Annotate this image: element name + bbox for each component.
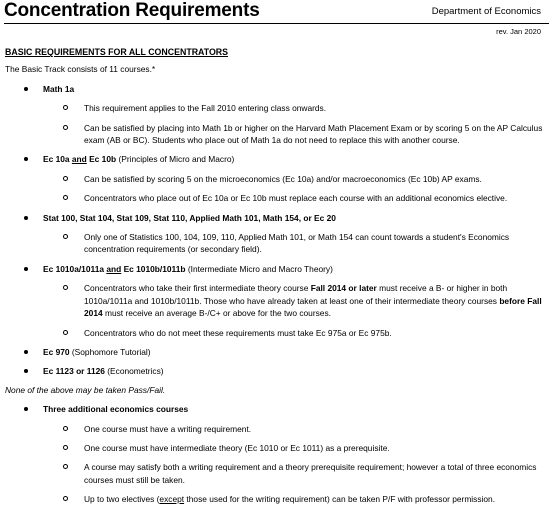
sub-item-text: Concentrators who do not meet these requirements must take Ec 975a or Ec 975b.: [84, 327, 392, 338]
requirement-desc: (Principles of Micro and Macro): [118, 154, 235, 165]
requirement-title: Ec 1010b/1011b: [123, 263, 186, 274]
sub-item-text: A course may satisfy both a writing requirement and a theory prerequisite requirement; however a total of three economics courses must still be taken.: [84, 462, 537, 485]
requirement-electives: [5, 403, 550, 415]
sub-item-text: [84, 494, 495, 504]
sub-item: [5, 442, 550, 454]
hollow-bullet-icon: [63, 176, 68, 181]
text-run: must receive a B- or higher in both 1010a/1011a and 1010b/1011b. Those who have already taken at least one of their intermediate theory courses: [84, 283, 508, 306]
sub-item: [5, 231, 550, 256]
sub-item-text: Concentrators who place out of Ec 10a or Ec 10b must replace each course with an additional economics elective.: [84, 193, 508, 204]
requirement-title: Stat 100, Stat 104, Stat 109, Stat 110, Applied Math 101, Math 154, or Ec 20: [43, 212, 336, 223]
bullet-icon: [24, 369, 28, 373]
bullet-icon: [24, 267, 28, 271]
requirement-title: Math 1a: [43, 83, 75, 94]
text-run: those used for the writing requirement) can be taken P/F with professor permission.: [184, 494, 496, 505]
requirement-desc: (Intermediate Micro and Macro Theory): [187, 263, 333, 274]
pass-fail-note: None of the above may be taken Pass/Fail.: [5, 384, 166, 395]
hollow-bullet-icon: [63, 234, 68, 239]
sub-item: [5, 122, 550, 147]
hollow-bullet-icon: [63, 195, 68, 200]
requirement-ec-970: [5, 346, 550, 358]
requirement-and: and: [106, 263, 122, 274]
requirement-title: Ec 970: [43, 346, 70, 357]
sub-item-text: This requirement applies to the Fall 2010 entering class onwards.: [84, 103, 327, 114]
hollow-bullet-icon: [63, 125, 68, 130]
bullet-icon: [24, 350, 28, 354]
document-header: [4, 0, 549, 24]
revision-date: rev. Jan 2020: [496, 27, 541, 36]
sub-item: [5, 282, 550, 319]
sub-item: [5, 102, 550, 114]
requirement-math-1a: [5, 83, 550, 95]
bullet-icon: [24, 216, 28, 220]
emphasis-text: before Fall 2014: [84, 295, 542, 319]
requirement-title: Ec 10b: [89, 154, 117, 165]
requirement-econometrics: [5, 365, 550, 377]
sub-item: [5, 423, 550, 435]
requirement-title: Ec 10a: [43, 154, 70, 165]
sub-item-text: One course must have intermediate theory (Ec 1010 or Ec 1011) as a prerequisite.: [84, 442, 390, 453]
section-heading: BASIC REQUIREMENTS FOR ALL CONCENTRATORS: [5, 47, 229, 57]
requirement-statistics: [5, 212, 550, 224]
requirement-desc: (Econometrics): [107, 366, 164, 377]
hollow-bullet-icon: [63, 464, 68, 469]
requirement-intermediate-theory: [5, 263, 550, 275]
department-name: Department of Economics: [431, 6, 541, 17]
hollow-bullet-icon: [63, 445, 68, 450]
bullet-icon: [24, 407, 28, 411]
hollow-bullet-icon: [63, 285, 68, 290]
requirement-ec-10: [5, 153, 550, 165]
sub-item-text: Can be satisfied by placing into Math 1b or higher on the Harvard Math Placement Exam or by scoring 5 on the AP Calculus exam (AB or BC). Students who place out of Math 1a do not need to replace this with another course.: [84, 122, 543, 146]
sub-item: [5, 461, 550, 486]
page-title: Concentration Requirements: [4, 0, 260, 21]
requirement-desc: (Sophomore Tutorial): [71, 346, 151, 357]
sub-item: [5, 327, 550, 339]
requirement-title: Ec 1010a/1011a: [43, 263, 105, 274]
sub-item-text: One course must have a writing requirement.: [84, 423, 252, 434]
bullet-icon: [24, 87, 28, 91]
hollow-bullet-icon: [63, 496, 68, 501]
sub-item: [5, 192, 550, 204]
text-run: must receive an average B-/C+ or above for the two courses.: [102, 308, 331, 319]
sub-item: [5, 493, 550, 505]
requirement-title: Ec 1123 or 1126: [43, 366, 105, 377]
sub-item-text: Can be satisfied by scoring 5 on the microeconomics (Ec 10a) and/or macroeconomics (Ec 10b) AP exams.: [84, 173, 482, 184]
hollow-bullet-icon: [63, 426, 68, 431]
hollow-bullet-icon: [63, 330, 68, 335]
requirement-title: Three additional economics courses: [43, 404, 189, 415]
text-run: Up to two electives (: [84, 494, 160, 505]
text-run: Concentrators who take their first intermediate theory course: [84, 283, 311, 294]
header-rule: [4, 23, 549, 24]
document-body: [5, 46, 550, 506]
hollow-bullet-icon: [63, 105, 68, 110]
requirement-and: and: [71, 154, 87, 165]
bullet-icon: [24, 157, 28, 161]
sub-item: [5, 173, 550, 185]
emphasis-text: Fall 2014 or later: [310, 283, 377, 294]
sub-item-text: [84, 283, 542, 318]
emphasis-text: except: [159, 494, 185, 505]
intro-text: The Basic Track consists of 11 courses.*: [5, 64, 156, 75]
sub-item-text: Only one of Statistics 100, 104, 109, 110, Applied Math 101, or Math 154 can count towards a student's Economics concentration requirements (or secondary field).: [84, 232, 510, 255]
